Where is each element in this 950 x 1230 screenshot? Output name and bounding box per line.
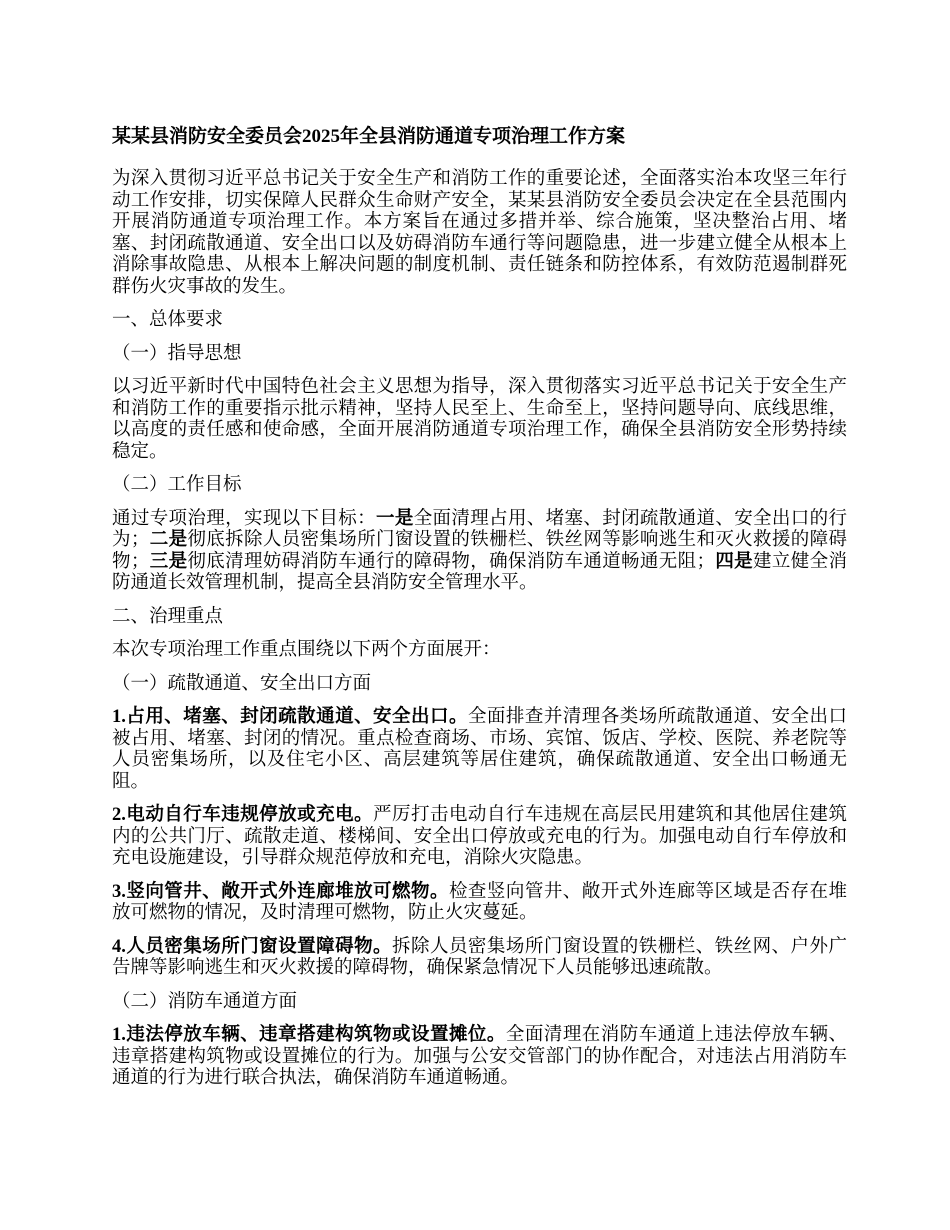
text-run: 检查竖向管井、敞开式外连廊等区域是否存在堆放可燃物的情况，及时清理可燃物，防止火灾蔓延。 xyxy=(112,881,847,923)
bold-text-run: 二是 xyxy=(149,530,188,550)
bold-text-run: 一是 xyxy=(375,508,414,529)
text-run: 全面清理占用、堵塞、封闭疏散通道、安全出口的行为； xyxy=(112,508,847,550)
bold-text-run: 1.占用、堵塞、封闭疏散通道、安全出口。 xyxy=(112,707,468,727)
paragraph xyxy=(112,937,847,980)
paragraph xyxy=(112,509,847,595)
paragraph xyxy=(112,1025,847,1090)
text-run: 建立健全消防通道长效管理机制，提高全县消防安全管理水平。 xyxy=(112,551,847,593)
paragraph xyxy=(112,377,847,463)
paragraph xyxy=(112,640,847,662)
paragraph xyxy=(112,882,847,925)
paragraph xyxy=(112,169,847,298)
document-title: 某某县消防安全委员会2025年全县消防通道专项治理工作方案 xyxy=(112,126,626,147)
document-body xyxy=(112,169,847,1090)
text-run: 一、总体要求 xyxy=(112,310,224,330)
sub-heading xyxy=(112,674,847,696)
text-run: 全面排查并清理各类场所疏散通道、安全出口被占用、堵塞、封闭的情况。重点检查商场、市场、宾馆、饭店、学校、医院、养老院等人员密集场所，以及住宅小区、高层建筑等居住建筑，确保疏散通道、安全出口畅通无阻。 xyxy=(112,707,847,792)
text-run: 通过专项治理，实现以下目标： xyxy=(112,508,376,529)
bold-text-run: 1.违法停放车辆、违章搭建构筑物或设置摊位。 xyxy=(112,1025,506,1045)
sub-heading xyxy=(112,475,847,497)
text-run: 二、治理重点 xyxy=(112,606,224,627)
sub-heading xyxy=(112,992,847,1014)
text-run: 拆除人员密集场所门窗设置的铁栅栏、铁丝网、户外广告牌等影响逃生和灭火救援的障碍物，确保紧急情况下人员能够迅速疏散。 xyxy=(112,936,847,978)
bold-text-run: 4.人员密集场所门窗设置障碍物。 xyxy=(112,936,393,957)
bold-text-run: 四是 xyxy=(714,551,754,572)
text-run: （一）指导思想 xyxy=(112,343,242,364)
bold-text-run: 三是 xyxy=(149,551,188,572)
text-run: （二）工作目标 xyxy=(112,475,242,495)
text-run: 严厉打击电动自行车违规在高层民用建筑和其他居住建筑内的公共门厅、疏散走道、楼梯间、安全出口停放或充电的行为。加强电动自行车停放和充电设施建设，引导群众规范停放和充电，消除火灾隐患。 xyxy=(112,805,847,868)
section-heading xyxy=(112,310,847,332)
text-run: 本次专项治理工作重点围绕以下两个方面展开： xyxy=(112,640,501,660)
text-run: 彻底拆除人员密集场所门窗设置的铁栅栏、铁丝网等影响逃生和灭火救援的障碍物； xyxy=(112,530,847,572)
paragraph xyxy=(112,707,847,793)
sub-heading xyxy=(112,344,847,366)
section-heading xyxy=(112,607,847,629)
text-run: 为深入贯彻习近平总书记关于安全生产和消防工作的重要论述，全面落实治本攻坚三年行动工作安排，切实保障人民群众生命财产安全，某某县消防安全委员会决定在全县范围内开展消防通道专项治理工作。本方案旨在通过多措并举、综合施策，坚决整治占用、堵塞、封闭疏散通道、安全出口以及妨碍消防车通行等问题隐患，进一步建立健全从根本上消除事故隐患、从根本上解决问题的制度机制、责任链条和防控体系，有效防范遏制群死群伤火灾事故的发生。 xyxy=(112,169,847,297)
bold-text-run: 3.竖向管井、敞开式外连廊堆放可燃物。 xyxy=(112,881,449,902)
text-run: 全面清理在消防车通道上违法停放车辆、违章搭建构筑物或设置摊位的行为。加强与公安交管部门的协作配合，对违法占用消防车通道的行为进行联合执法，确保消防车通道畅通。 xyxy=(112,1025,847,1088)
text-run: 彻底清理妨碍消防车通行的障碍物，确保消防车通道畅通无阻； xyxy=(187,551,715,572)
paragraph xyxy=(112,805,847,870)
text-run: 以习近平新时代中国特色社会主义思想为指导，深入贯彻落实习近平总书记关于安全生产和消防工作的重要指示批示精神，坚持人民至上、生命至上，坚持问题导向、底线思维，以高度的责任感和使命感，全面开展消防通道专项治理工作，确保全县消防安全形势持续稳定。 xyxy=(112,377,847,462)
bold-text-run: 2.电动自行车违规停放或充电。 xyxy=(112,805,374,825)
text-run: （二）消防车通道方面 xyxy=(112,991,298,1012)
text-run: （一）疏散通道、安全出口方面 xyxy=(112,673,372,694)
